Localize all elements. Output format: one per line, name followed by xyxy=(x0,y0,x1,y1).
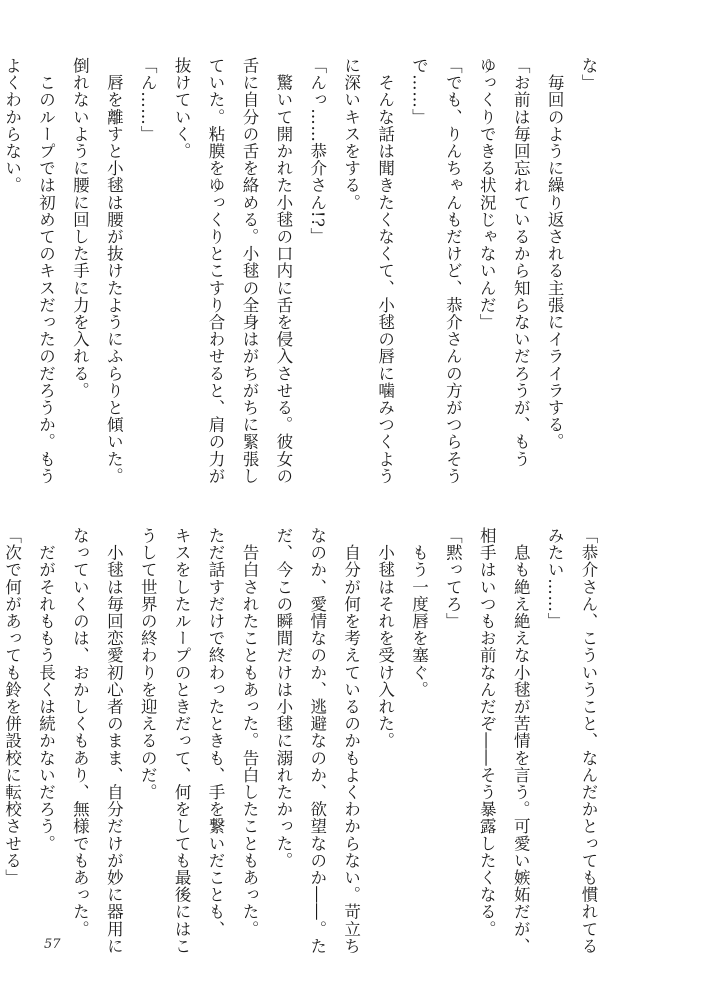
text-line: 「お前は毎回忘れているから知らないだろうが、もう xyxy=(511,57,531,468)
text-line: よくわからない。 xyxy=(2,57,22,194)
text-line: 「黙ってろ」 xyxy=(443,527,463,630)
text-line: そんな話は聞きたくなくて、小毬の唇に噛みつくよう xyxy=(375,57,395,485)
text-line: 唇を離すと小毬は腰が抜けたようにふらりと傾いた。 xyxy=(104,57,124,485)
text-line: 驚いて開かれた小毬の口内に舌を侵入させる。彼女の xyxy=(273,57,293,485)
text-line: ていた。粘膜をゆっくりとこすり合わせると、肩の力が xyxy=(206,57,226,485)
text-line: ただ話すだけで終わったときも、手を繋いだことも、 xyxy=(206,527,226,938)
text-line: 「でも、りんちゃんもだけど、恭介さんの方がつらそう xyxy=(443,57,463,485)
text-line: 自分が何を考えているのかもよくわからない。苛立ち xyxy=(341,527,361,955)
text-line: なのか、愛情なのか、逃避なのか、欲望なのか――。た xyxy=(307,527,327,955)
text-line: キスをしたループのときだって、何をしても最後にはこ xyxy=(172,527,192,955)
text-line: 倒れないように腰に回した手に力を入れる。 xyxy=(70,57,90,399)
text-line: 毎回のように繰り返される主張にイライラする。 xyxy=(545,57,565,451)
text-line: うして世界の終わりを迎えるのだ。 xyxy=(138,527,158,801)
text-line: 小毬はそれを受け入れた。 xyxy=(375,527,395,750)
upper-text-block xyxy=(0,57,605,485)
text-line: 「次で何があっても鈴を併設校に転校させる」 xyxy=(2,527,22,887)
text-line: だ、今この瞬間だけは小毬に溺れたかった。 xyxy=(273,527,293,869)
text-line: もう一度唇を塞ぐ。 xyxy=(409,527,429,698)
text-line: 舌に自分の舌を絡める。小毬の全身はがちがちに緊張し xyxy=(239,57,259,485)
text-line: だがそれももう長くは続かないだろう。 xyxy=(36,527,56,852)
text-line: 息も絶え絶えな小毬が苦情を言う。可愛い嫉妬だが、 xyxy=(511,527,531,955)
text-line: このループでは初めてのキスだったのだろうか。もう xyxy=(36,57,56,485)
text-line: 小毬は毎回恋愛初心者のまま、自分だけが妙に器用に xyxy=(104,527,124,955)
text-line: 「ん……」 xyxy=(138,57,158,143)
text-line: 相手はいつもお前なんだぞ――そう暴露したくなる。 xyxy=(477,527,497,938)
text-line: なっていくのは、おかしくもあり、無様でもあった。 xyxy=(70,527,90,938)
text-line: 告白されたこともあった。告白したこともあった。 xyxy=(239,527,259,938)
page-number: 57 xyxy=(44,937,61,952)
text-line: みたい……」 xyxy=(545,527,565,630)
text-line: に深いキスをする。 xyxy=(341,57,361,211)
text-line: 「恭介さん、こういうこと、なんだかとっても慣れてる xyxy=(579,527,598,955)
text-line: で……」 xyxy=(409,57,429,126)
text-line: 「んっ……恭介さん!?」 xyxy=(307,57,327,245)
text-line: ゆっくりできる状況じゃないんだ」 xyxy=(477,57,497,331)
text-line: 抜けていく。 xyxy=(172,57,192,160)
text-line: な」 xyxy=(579,57,598,92)
